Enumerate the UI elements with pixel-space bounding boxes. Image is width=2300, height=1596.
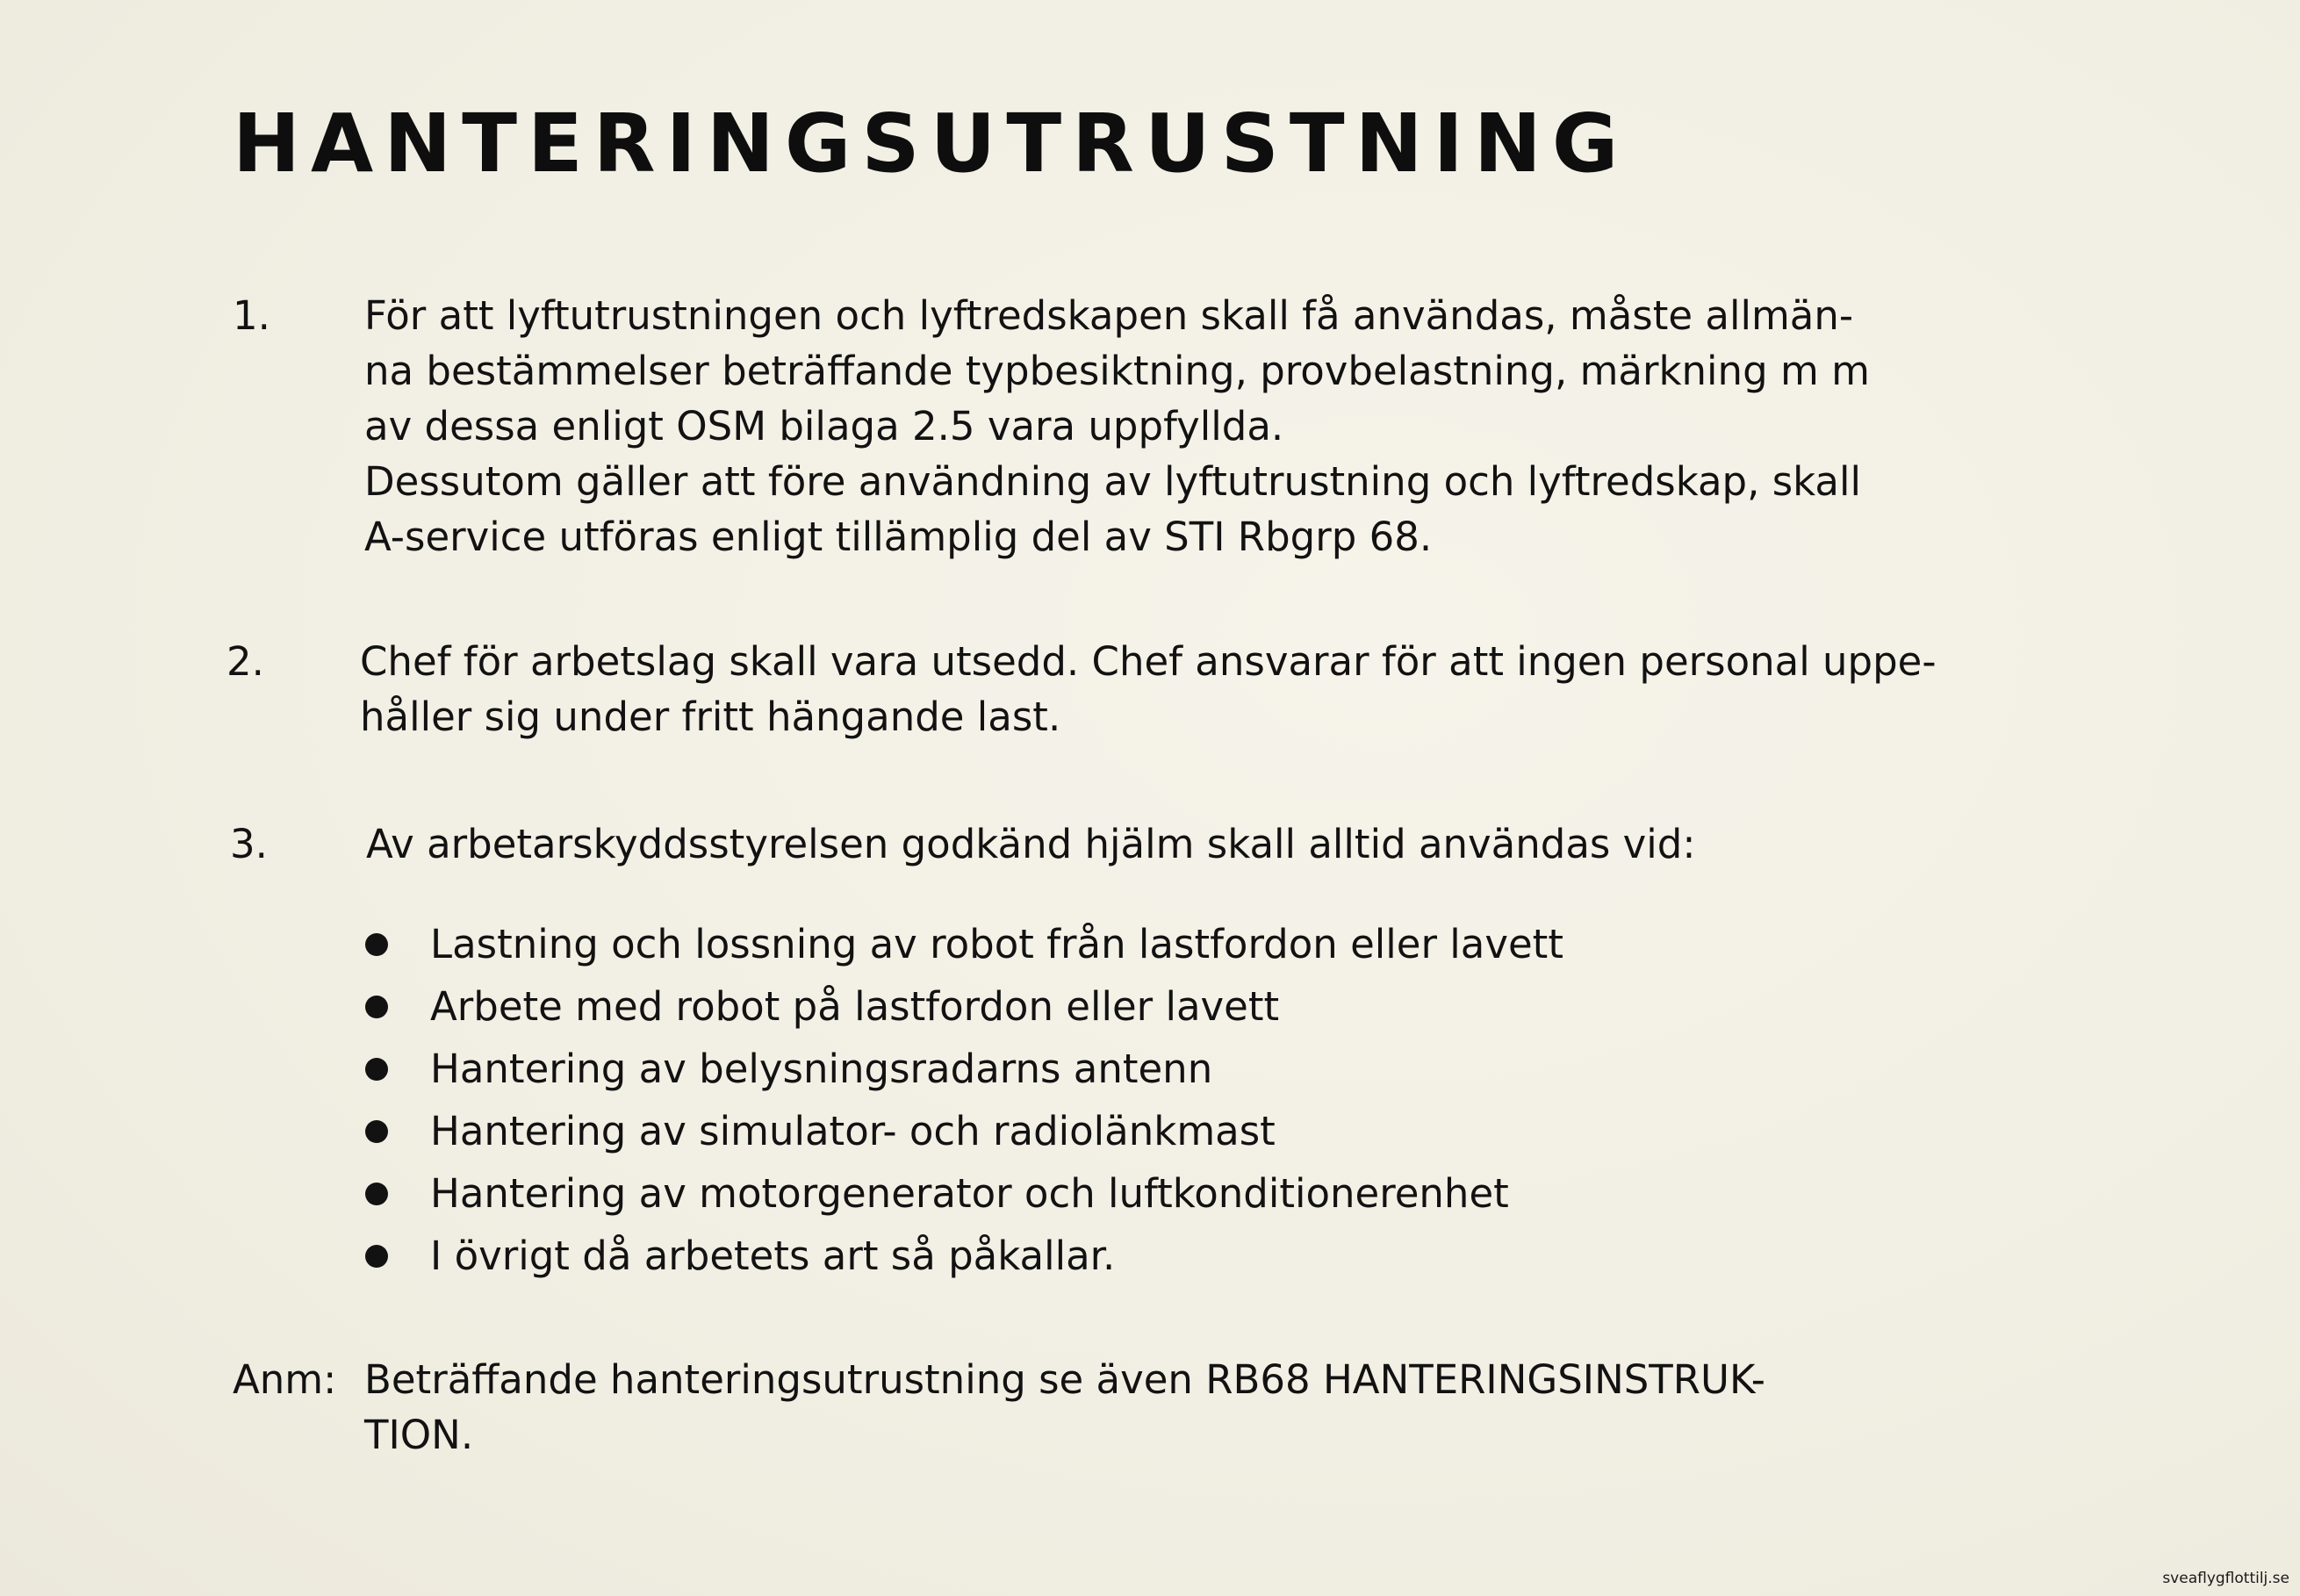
list-item-text: Arbete med robot på lastfordon eller lavett — [430, 983, 1280, 1030]
bullet-icon — [365, 933, 388, 956]
text-line: Av arbetarskyddsstyrelsen godkänd hjälm skall alltid användas vid: — [366, 821, 1696, 867]
item-text — [360, 634, 1937, 744]
note-text — [364, 1352, 1765, 1463]
item-text — [364, 288, 1870, 564]
list-item — [360, 1100, 1563, 1162]
page-title: HANTERINGSUTRUSTNING — [233, 97, 1629, 191]
list-item-text: Hantering av motorgenerator och luftkonditionerenhet — [430, 1170, 1509, 1217]
list-item-text: Hantering av belysningsradarns antenn — [430, 1046, 1213, 1092]
bullet-icon — [365, 1245, 388, 1268]
bullet-list — [360, 913, 1563, 1287]
list-item — [360, 913, 1563, 975]
item-number: 1. — [233, 292, 270, 339]
bullet-icon — [365, 996, 388, 1018]
text-line: Dessutom gäller att före användning av lyftutrustning och lyftredskap, skall — [364, 458, 1862, 505]
list-item — [360, 1038, 1563, 1100]
text-line: na bestämmelser beträffande typbesiktning, provbelastning, märkning m m — [364, 348, 1870, 394]
bullet-icon — [365, 1183, 388, 1205]
list-item-text: I övrigt då arbetets art så påkallar. — [430, 1233, 1116, 1279]
text-line: Chef för arbetslag skall vara utsedd. Chef ansvarar för att ingen personal uppe- — [360, 638, 1937, 685]
note-label: Anm: — [233, 1356, 337, 1403]
bullet-icon — [365, 1120, 388, 1143]
item-text — [366, 816, 1696, 872]
list-item-text: Lastning och lossning av robot från lastfordon eller lavett — [430, 921, 1563, 967]
watermark: sveaflygflottilj.se — [2162, 1570, 2289, 1587]
text-line: håller sig under fritt hängande last. — [360, 694, 1061, 740]
list-item-text: Hantering av simulator- och radiolänkmast — [430, 1108, 1276, 1154]
text-line: av dessa enligt OSM bilaga 2.5 vara uppfyllda. — [364, 403, 1284, 449]
list-item — [360, 975, 1563, 1038]
bullet-icon — [365, 1058, 388, 1081]
item-number: 3. — [230, 821, 268, 867]
list-item — [360, 1225, 1563, 1287]
item-number: 2. — [226, 638, 264, 685]
list-item — [360, 1162, 1563, 1225]
text-line: Beträffande hanteringsutrustning se även RB68 HANTERINGSINSTRUK- — [364, 1356, 1766, 1403]
text-line: TION. — [364, 1412, 474, 1458]
text-line: A-service utföras enligt tillämplig del av STI Rbgrp 68. — [364, 514, 1433, 560]
text-line: För att lyftutrustningen och lyftredskapen skall få användas, måste allmän- — [364, 292, 1854, 339]
